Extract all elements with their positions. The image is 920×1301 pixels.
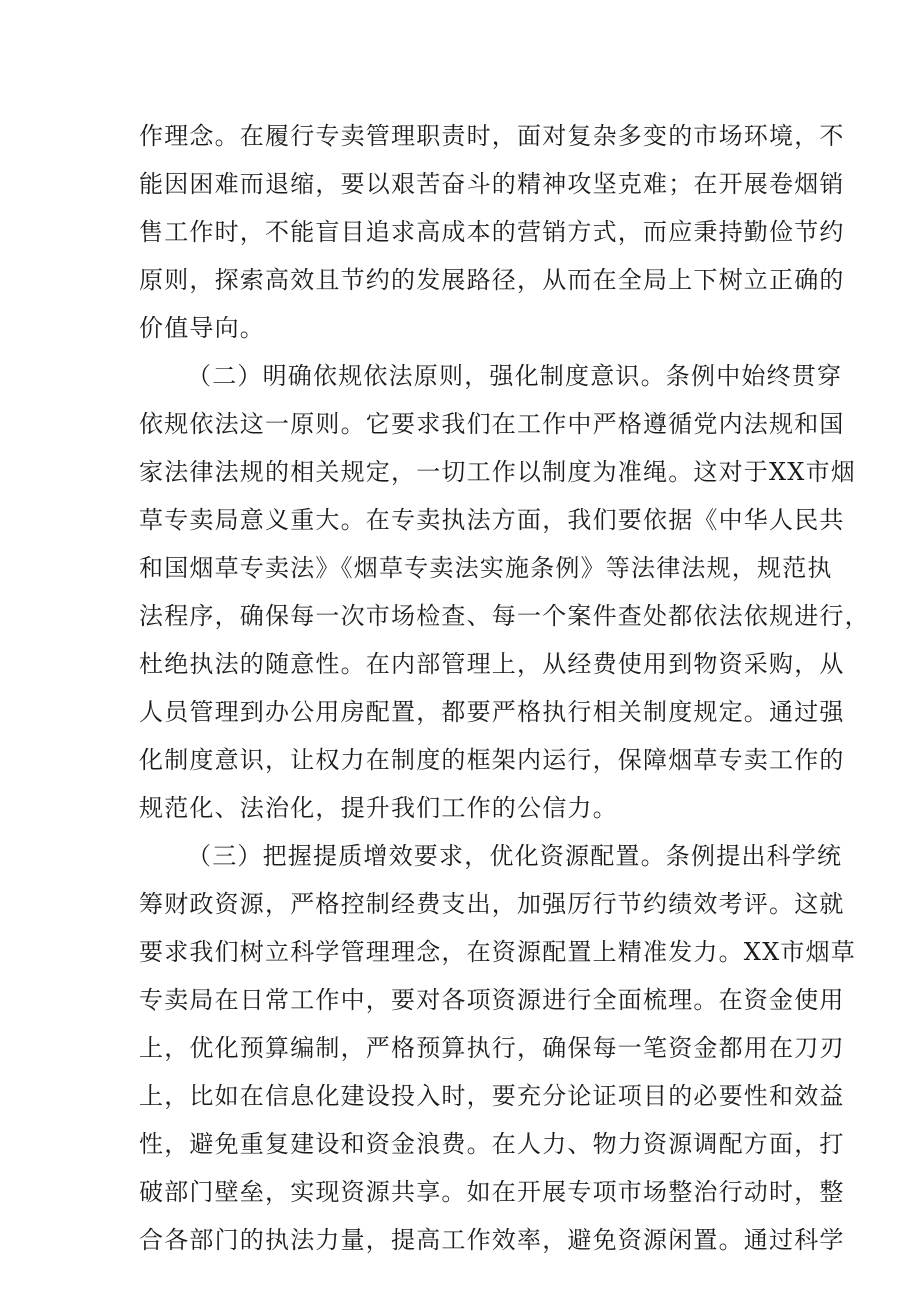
- document-body: [139, 112, 870, 1264]
- text-line: 专卖局在日常工作中，要对各项资源进行全面梳理。在资金使用: [139, 986, 845, 1014]
- text-line: 价值导向。: [139, 314, 265, 342]
- paragraph-2: [139, 352, 870, 832]
- text-line: 草专卖局意义重大。在专卖执法方面，我们要依据《中华人民共: [139, 506, 845, 534]
- text-line: 能因困难而退缩，要以艰苦奋斗的精神攻坚克难；在开展卷烟销: [139, 170, 845, 198]
- text-line: 家法律法规的相关规定，一切工作以制度为准绳。这对于XX市烟: [139, 458, 856, 486]
- text-line: 法程序，确保每一次市场检查、每一个案件查处都依法依规进行，: [139, 602, 870, 630]
- text-line: 上，比如在信息化建设投入时，要充分论证项目的必要性和效益: [139, 1082, 845, 1110]
- text-line: 杜绝执法的随意性。在内部管理上，从经费使用到物资采购，从: [139, 650, 845, 678]
- text-line: 作理念。在履行专卖管理职责时，面对复杂多变的市场环境，不: [139, 122, 845, 150]
- text-line: 化制度意识，让权力在制度的框架内运行，保障烟草专卖工作的: [139, 746, 845, 774]
- text-line: 依规依法这一原则。它要求我们在工作中严格遵循党内法规和国: [139, 410, 845, 438]
- text-line: 合各部门的执法力量，提高工作效率，避免资源闲置。通过科学: [139, 1226, 845, 1254]
- text-line: 上，优化预算编制，严格预算执行，确保每一笔资金都用在刀刃: [139, 1034, 845, 1062]
- text-line: 售工作时，不能盲目追求高成本的营销方式，而应秉持勤俭节约: [139, 218, 845, 246]
- text-line: 性，避免重复建设和资金浪费。在人力、物力资源调配方面，打: [139, 1130, 845, 1158]
- paragraph-3: [139, 832, 856, 1264]
- text-line: 原则，探索高效且节约的发展路径，从而在全局上下树立正确的: [139, 266, 845, 294]
- text-line: 破部门壁垒，实现资源共享。如在开展专项市场整治行动时，整: [139, 1178, 845, 1206]
- text-line: 要求我们树立科学管理理念，在资源配置上精准发力。XX市烟草: [139, 938, 856, 966]
- paragraph-1: [139, 112, 845, 352]
- text-line: 筹财政资源，严格控制经费支出，加强厉行节约绩效考评。这就: [139, 890, 845, 918]
- text-line: 规范化、法治化，提升我们工作的公信力。: [139, 794, 618, 822]
- section-heading-line: （二）明确依规依法原则，强化制度意识。条例中始终贯穿: [187, 362, 843, 390]
- section-heading-line: （三）把握提质增效要求，优化资源配置。条例提出科学统: [187, 842, 843, 870]
- text-line: 人员管理到办公用房配置，都要严格执行相关制度规定。通过强: [139, 698, 845, 726]
- text-line: 和国烟草专卖法》《烟草专卖法实施条例》等法律法规，规范执: [139, 554, 833, 582]
